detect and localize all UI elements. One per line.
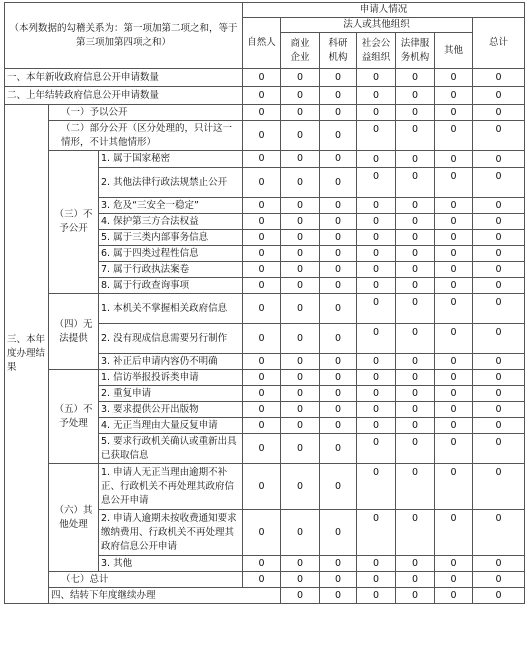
cell-value: 0 [281,464,320,510]
cell-value: 0 [473,262,525,278]
cell-value: 0 [435,588,473,604]
table-row [5,87,525,105]
row-label: 3. 其他 [99,556,243,572]
cell-value: 0 [396,262,435,278]
cell-value: 0 [281,510,320,556]
cell-value: 0 [243,230,281,246]
cell-value: 0 [243,121,281,151]
cell-value: 0 [281,572,320,588]
group-unable-to-provide: （四）无法提供 [49,294,99,370]
cell-value: 0 [435,572,473,588]
cell-value: 0 [396,105,435,121]
cell-value: 0 [396,370,435,386]
cell-value: 0 [357,69,396,87]
table-row [5,69,525,87]
table-row [5,151,525,168]
cell-value: 0 [396,510,435,556]
cell-value: 0 [473,105,525,121]
cell-value: 0 [357,324,396,354]
cell-value: 0 [281,246,320,262]
table-row [5,294,525,324]
cell-value: 0 [281,402,320,418]
cell-value: 0 [473,69,525,87]
cell-value: 0 [473,510,525,556]
cell-value: 0 [357,294,396,324]
cell-value: 0 [435,151,473,168]
cell-value: 0 [396,121,435,151]
cell-value: 0 [396,434,435,464]
cell-value: 0 [320,324,357,354]
row-label: （七）总计 [49,572,243,588]
cell-value: 0 [320,278,357,294]
cell-value: 0 [243,198,281,214]
cell-value: 0 [320,434,357,464]
cell-value: 0 [281,418,320,434]
cell-value: 0 [473,588,525,604]
cell-value: 0 [281,278,320,294]
cell-value: 0 [357,168,396,198]
cell-value: 0 [435,418,473,434]
cell-value: 0 [435,294,473,324]
header-applicant: 申请人情况 [243,3,525,18]
cell-value: 0 [357,262,396,278]
cell-value: 0 [473,402,525,418]
cell-value: 0 [396,418,435,434]
cell-value: 0 [396,556,435,572]
cell-value: 0 [357,151,396,168]
header-legal-entity: 法人或其他组织 [281,18,473,33]
cell-value: 0 [243,572,281,588]
cell-value: 0 [435,386,473,402]
cell-value: 0 [357,588,396,604]
cell-value: 0 [281,294,320,324]
row-label: 二、上年结转政府信息公开申请数量 [5,87,243,105]
cell-value: 0 [281,69,320,87]
group-not-disclosed: （三）不予公开 [49,151,99,294]
cell-value: 0 [396,402,435,418]
header-natural-person: 自然人 [243,18,281,69]
cell-value: 0 [473,434,525,464]
cell-value: 0 [396,87,435,105]
cell-value: 0 [357,402,396,418]
cell-value: 0 [243,418,281,434]
cell-value: 0 [396,354,435,370]
cell-value: 0 [435,464,473,510]
cell-value: 0 [357,230,396,246]
header-commercial: 商业 企业 [281,33,320,69]
cell-value: 0 [243,434,281,464]
header-legal-service: 法律服 务机构 [396,33,435,69]
row-label: 5. 要求行政机关确认或重新出具已获取信息 [99,434,243,464]
cell-value: 0 [320,168,357,198]
cell-value: 0 [357,386,396,402]
cell-value: 0 [281,370,320,386]
cell-value: 0 [320,370,357,386]
cell-value: 0 [243,214,281,230]
cell-value: 0 [357,87,396,105]
government-info-disclosure-table [4,2,525,604]
cell-value: 0 [473,214,525,230]
row-label: 1. 属于国家秘密 [99,151,243,168]
cell-value: 0 [396,278,435,294]
cell-value: 0 [243,69,281,87]
cell-value: 0 [435,105,473,121]
cell-value: 0 [281,230,320,246]
row-label: （二）部分公开（区分处理的，只计这一情形，不计其他情形） [49,121,243,151]
cell-value: 0 [435,370,473,386]
group-other-processing: （六）其他处理 [49,464,99,572]
table-row [5,588,525,604]
cell-value: 0 [357,572,396,588]
cell-value: 0 [243,105,281,121]
cell-value: 0 [320,198,357,214]
cell-value: 0 [473,121,525,151]
row-label: 3. 要求提供公开出版物 [99,402,243,418]
cell-value: 0 [320,151,357,168]
cell-value: 0 [320,572,357,588]
cell-value: 0 [357,278,396,294]
cell-value: 0 [435,69,473,87]
row-label: 7. 属于行政执法案卷 [99,262,243,278]
cell-value: 0 [473,354,525,370]
cell-value: 0 [435,324,473,354]
cell-value: 0 [473,294,525,324]
cell-value: 0 [243,278,281,294]
cell-value: 0 [473,230,525,246]
cell-value: 0 [357,198,396,214]
cell-value: 0 [396,69,435,87]
row-label: 1. 本机关不掌握相关政府信息 [99,294,243,324]
cell-value: 0 [320,556,357,572]
cell-value: 0 [357,354,396,370]
cell-value: 0 [243,386,281,402]
row-label: 6. 属于四类过程性信息 [99,246,243,262]
cell-value: 0 [243,354,281,370]
cell-value: 0 [320,87,357,105]
cell-value: 0 [435,198,473,214]
row-label: 4. 无正当理由大量反复申请 [99,418,243,434]
cell-value: 0 [243,556,281,572]
cell-value: 0 [473,246,525,262]
cell-value: 0 [396,588,435,604]
cell-value: 0 [243,370,281,386]
cell-value: 0 [396,168,435,198]
cell-value: 0 [357,418,396,434]
cell-value: 0 [396,324,435,354]
cell-value: 0 [281,556,320,572]
cell-value: 0 [320,230,357,246]
cell-value: 0 [435,510,473,556]
cell-value: 0 [243,151,281,168]
cell-value: 0 [320,418,357,434]
cell-value: 0 [435,556,473,572]
cell-value: 0 [281,386,320,402]
row-label: 4. 保护第三方合法权益 [99,214,243,230]
header-public-welfare: 社会公 益组织 [357,33,396,69]
cell-value: 0 [357,246,396,262]
cell-value: 0 [473,151,525,168]
cell-value: 0 [396,198,435,214]
cell-value: 0 [435,434,473,464]
cell-value: 0 [473,464,525,510]
header-note: （本列数据的勾稽关系为：第一项加第二项之和，等于第三项加第四项之和） [5,3,243,69]
cell-value: 0 [320,464,357,510]
cell-value: 0 [281,588,320,604]
cell-value: 0 [396,151,435,168]
row-label: 3. 补正后申请内容仍不明确 [99,354,243,370]
cell-value: 0 [435,87,473,105]
table-row [5,370,525,386]
table-row [5,464,525,510]
cell-value: 0 [320,69,357,87]
header-other: 其他 [435,33,473,69]
cell-value: 0 [243,87,281,105]
cell-value: 0 [473,168,525,198]
row-label: 四、结转下年度继续办理 [49,588,281,604]
cell-value: 0 [320,354,357,370]
cell-value: 0 [396,230,435,246]
cell-value: 0 [320,402,357,418]
cell-value: 0 [281,434,320,464]
cell-value: 0 [357,464,396,510]
cell-value: 0 [435,402,473,418]
table-row [5,105,525,121]
cell-value: 0 [281,151,320,168]
cell-value: 0 [357,370,396,386]
cell-value: 0 [357,214,396,230]
cell-value: 0 [281,198,320,214]
cell-value: 0 [435,121,473,151]
cell-value: 0 [320,262,357,278]
section-three-label: 三、本年度办理结果 [5,105,49,604]
cell-value: 0 [243,246,281,262]
cell-value: 0 [281,214,320,230]
cell-value: 0 [396,246,435,262]
row-label: 1. 信访举报投诉类申请 [99,370,243,386]
cell-value: 0 [281,121,320,151]
cell-value: 0 [435,354,473,370]
cell-value: 0 [435,246,473,262]
row-label: 2. 没有现成信息需要另行制作 [99,324,243,354]
cell-value: 0 [281,354,320,370]
cell-value: 0 [320,588,357,604]
cell-value: 0 [320,246,357,262]
cell-value: 0 [396,386,435,402]
cell-value: 0 [435,168,473,198]
cell-value: 0 [243,464,281,510]
cell-value: 0 [243,168,281,198]
row-label: 2. 申请人逾期未按收费通知要求缴纳费用、行政机关不再处理其政府信息公开申请 [99,510,243,556]
cell-value: 0 [243,324,281,354]
row-label: 一、本年新收政府信息公开申请数量 [5,69,243,87]
cell-value: 0 [243,402,281,418]
cell-value: 0 [473,87,525,105]
cell-value: 0 [281,105,320,121]
header-research: 科研 机构 [320,33,357,69]
cell-value: 0 [396,294,435,324]
cell-value: 0 [320,105,357,121]
cell-value: 0 [243,262,281,278]
cell-value: 0 [320,510,357,556]
cell-value: 0 [357,434,396,464]
cell-value: 0 [357,510,396,556]
cell-value: 0 [320,121,357,151]
cell-value: 0 [396,464,435,510]
cell-value: 0 [243,510,281,556]
cell-value: 0 [473,370,525,386]
cell-value: 0 [281,324,320,354]
cell-value: 0 [357,105,396,121]
cell-value: 0 [396,572,435,588]
cell-value: 0 [435,278,473,294]
cell-value: 0 [243,294,281,324]
cell-value: 0 [473,556,525,572]
cell-value: 0 [396,214,435,230]
row-label: （一）予以公开 [49,105,243,121]
row-label: 8. 属于行政查询事项 [99,278,243,294]
cell-value: 0 [281,262,320,278]
header-total: 总计 [473,18,525,69]
cell-value: 0 [473,572,525,588]
cell-value: 0 [435,230,473,246]
table-row [5,121,525,151]
cell-value: 0 [357,121,396,151]
row-label: 3. 危及“三安全一稳定” [99,198,243,214]
cell-value: 0 [281,168,320,198]
cell-value: 0 [357,556,396,572]
cell-value: 0 [435,262,473,278]
cell-value: 0 [435,214,473,230]
cell-value: 0 [281,87,320,105]
cell-value: 0 [473,386,525,402]
cell-value: 0 [473,278,525,294]
cell-value: 0 [320,386,357,402]
row-label: 5. 属于三类内部事务信息 [99,230,243,246]
cell-value: 0 [473,198,525,214]
table-row [5,572,525,588]
row-label: 2. 其他法律行政法规禁止公开 [99,168,243,198]
cell-value: 0 [320,214,357,230]
cell-value: 0 [320,294,357,324]
group-not-processed: （五）不予处理 [49,370,99,464]
row-label: 2. 重复申请 [99,386,243,402]
row-label: 1. 申请人无正当理由逾期不补正、行政机关不再处理其政府信息公开申请 [99,464,243,510]
cell-value: 0 [473,418,525,434]
cell-value: 0 [473,324,525,354]
